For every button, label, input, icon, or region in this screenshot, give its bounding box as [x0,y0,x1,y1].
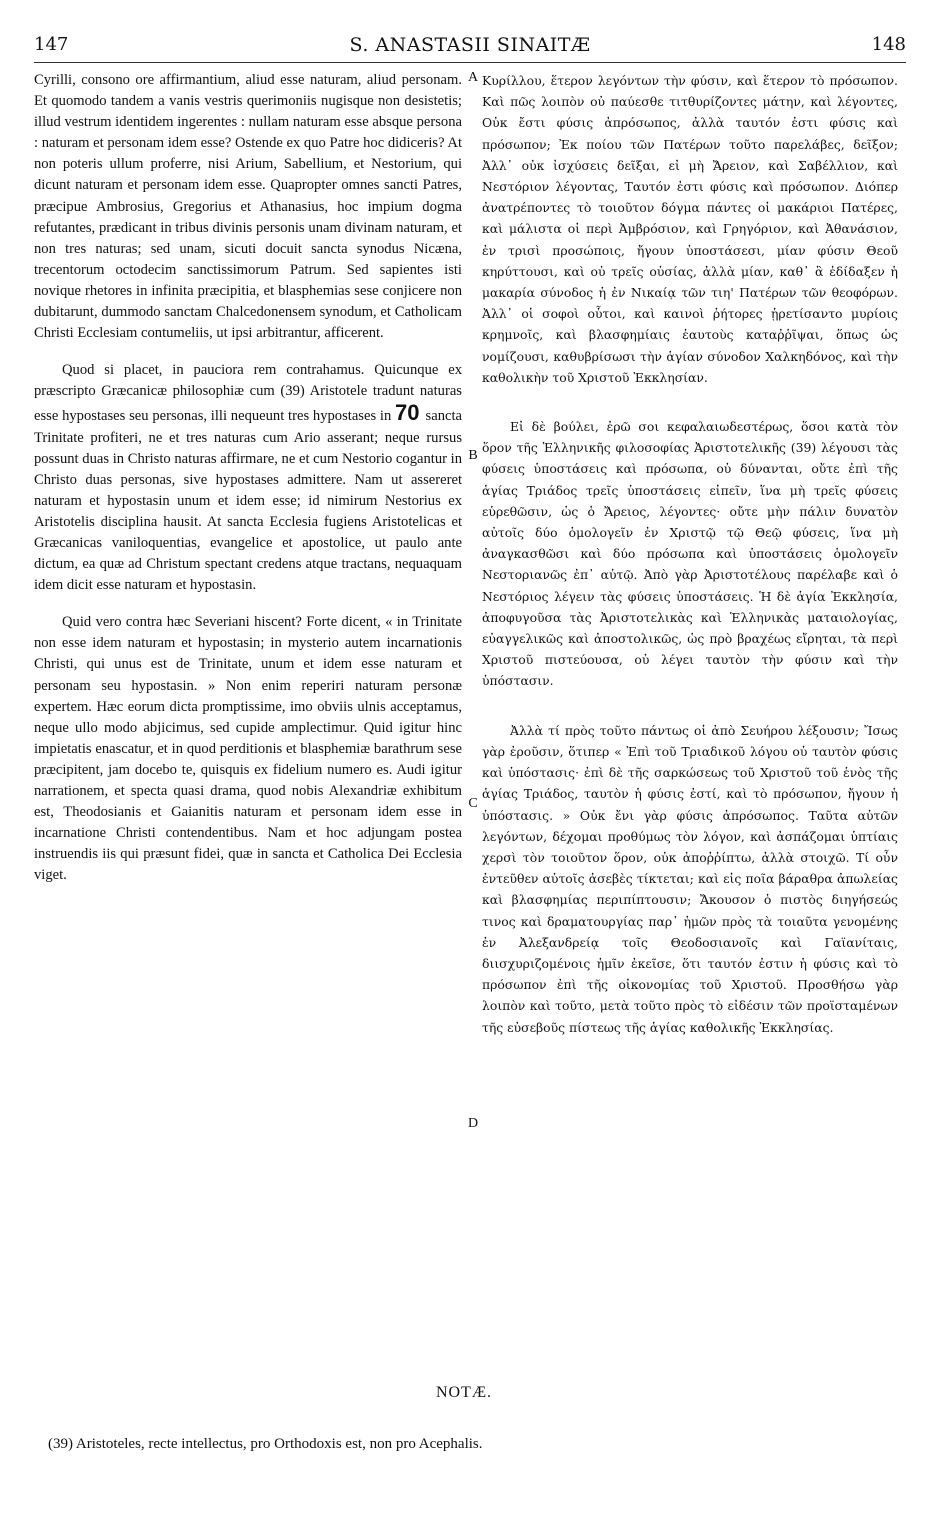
page-number-left: 147 [34,34,69,55]
greek-paragraph-1: Κυρίλλου, ἕτερον λεγόντων τὴν φύσιν, καὶ ἕτερον τὸ πρόσωπον. Καὶ πῶς λοιπὸν οὐ παύεσθε τιτθυρίζοντες μάτην, καὶ λέγοντες, Οὐκ ἔστι φύσις ἀπρόσωπος, ἀλλὰ ταυτόν ἐστι φύσις καὶ πρόσωπον; Ἐκ ποίου τῶν Πατέρων τοῦτο παρελάβες, δεῖξον; Ἀλλ᾽ οὐκ ἰσχύσεις δεῖξαι, εἰ μὴ Ἄρειον, καὶ Σαβέλλιον, καὶ Νεστόριον λέγοντας, Ταυτόν ἐστι φύσις καὶ πρόσωπον. Διόπερ ἀνατρέποντες τὸ τοιοῦτον δόγμα πάντες οἱ μακάριοι Πατέρες, καὶ μάλιστα οἱ περὶ Ἀμβρόσιον, καὶ Γρηγόριον, καὶ Ἀθανάσιον, ἐν τρισὶ προσώποις, ἤγουν ὑποστάσεσι, μίαν φύσιν Θεοῦ κηρύττουσι, καὶ οὐ τρεῖς οὐσίας, ἀλλὰ μίαν, καθ᾽ ἃ ἐδίδαξεν ἡ μακαρία σύνοδος ἡ ἐν Νικαίᾳ τῶν τιη' Πατέρων τῶν θεοφόρων. Ἀλλ᾽ οἱ σοφοὶ οὗτοι, καὶ καινοὶ ῥήτορες ᾑρετίσαντο μυρίοις κρημνοῖς, καὶ βλασφημίαις ἑαυτοὺς καταῤῥῖψαι, ὅπως ὡς νομίζουσι, καθυβρίσωσι τὴν ἁγίαν σύνοδον Χαλκηδόνος, καὶ τὴν καθολικὴν τοῦ Χριστοῦ Ἐκκλησίαν. [482,73,898,385]
column-number: 70 [395,400,420,426]
page-number-right: 148 [871,34,906,55]
section-marker-d: D [467,1116,479,1131]
greek-column [482,70,898,1038]
latin-paragraph-2a: Quod si placet, in pauciora rem contrahamus. Quicunque ex præscripto Græcanicæ philosophiæ cum (39) Aristotele tradunt naturas esse hypostases seu personas, illi nequeunt tres hypostases in [34,362,462,425]
latin-paragraph-3: Quid vero contra hæc Severiani hiscent? Forte dicent, « in Trinitate non esse idem naturam et hypostasin; in mysterio autem incarnationis Christi, qui unus est de Trinitate, unum et idem esse naturam et personam seu hypostasin. » Non enim reperiri naturam personæ expertem. Hæc eorum dicta promptissime, imo obviis ulnis acceptamus, neque ullo modo abjicimus, sed cupide amplectimur. Quid igitur hinc impietatis enascatur, et in quod perditionis et blasphemiæ barathrum sese præcipitent, jam docebo te, quisquis ex fidelium numero es. Audi igitur narrationem, et specta quasi drama, quod nobis Alexandriæ exhibitum est, Theodosianis et Gaianitis naturam et personam idem esse in incarnatione Christi contendentibus. Nam et hoc adjungam postea instruendis iis qui præsunt fidei, quæ in sancta et Catholica Dei Ecclesia viget. [34,614,462,884]
latin-column [34,70,462,886]
running-title: S. ANASTASII SINAITÆ [349,34,591,56]
page-header [34,34,906,60]
section-marker-c: C [468,796,478,811]
section-marker-a: A [467,70,479,85]
latin-paragraph-1: Cyrilli, consono ore affirmantium, aliud esse naturam, aliud personam. Et quomodo tandem a vanis vestris querimoniis nugisque non desistetis; illud vestrum identidem ingerentes : nullam naturam esse absque persona : naturam et personam idem esse? Ostende ex quo Patre hoc didiceris? At non poteris ullum proferre, nisi Arium, Sabellium, et Nestorium, qui dicunt naturam et personam idem esse. Quapropter omnes sancti Patres, præcipue Ambrosius, Gregorius et Athanasius, hoc impium dogma refutantes, prædicant in tribus divinis personis unam divinam naturam, et non tres naturas; sed unam, sicuti docuit sancta synodus Nicæna, trecentorum octodecim sanctissimorum Patrum. Sed sapientes isti novique rhetores in infinita præcipitia, et blasphemias sese conjicere non dubitarunt, dummodo sanctam Chalcedonensem synodum, et Catholicam Christi Ecclesiam contumeliis, ut ipsi arbitrantur, afficerent. [34,72,462,342]
greek-paragraph-2: Εἰ δὲ βούλει, ἐρῶ σοι κεφαλαιωδεστέρως, ὅσοι κατὰ τὸν ὅρον τῆς Ἑλληνικῆς φιλοσοφίας Ἀριστοτελικῆς (39) λέγουσι τὰς φύσεις ὑποστάσεις καὶ πρόσωπα, οὐ δύνανται, οὔτε ἐπὶ τῆς ἁγίας Τριάδος τρεῖς ὑποστάσεις εἰπεῖν, ἵνα μὴ τρεῖς φύσεις εὑρεθῶσιν, ὡς ὁ Ἄρειος, λέγοντες· οὔτε μὴν πάλιν δυνατὸν αὐτοῖς δύο ὁμολογεῖν ἐν Χριστῷ τῷ Θεῷ φύσεις, ἵνα μὴ ἀναγκασθῶσι καὶ δύο πρόσωπα καὶ ὑποστάσεις ὁμολογεῖν Νεστοριανῶς ἐπ᾽ αὐτῷ. Ἀπὸ γὰρ Ἀριστοτέλους παρέλαβε καὶ ὁ Νεστόριος λέγειν τὰς φύσεις ὑποστάσεις. Ἡ δὲ ἁγία Ἐκκλησία, ἀποφυγοῦσα τὰς Ἀριστοτελικὰς καὶ Ἑλληνικὰς ματαιολογίας, εὐαγγελικῶς καὶ ἀποστολικῶς, ὡς πρὸ βραχέως εἴρηται, τὰ περὶ Χριστοῦ πιστεύουσα, οὐ λέγει ταυτὸν τὴν φύσιν καὶ τὴν ὑπόστασιν. [482,419,898,689]
section-marker-b: B [468,448,478,463]
footnote-39: (39) Aristoteles, recte intellectus, pro Orthodoxis est, non pro Acephalis. [48,1436,483,1452]
latin-paragraph-2b: sancta Trinitate profiteri, ne et tres naturas cum Ario asserant; neque rursus possunt duas in Christo naturas affirmare, ne et cum Nestorio cogantur in Christo duas personas, sive hypostases admittere. Nam ut assereret naturam et hypostasin unum et idem esse; id nimirum Nestorius ex Aristotelis disciplina hausit. At sancta Ecclesia fugiens Aristotelicas et Græcanicas vaniloquentias, evangelice et apostolice, ut paulo ante dictum, ea quæ ad Christum spectant credens atque tractans, nequaquam idem dicit esse naturam et hypostasin. [34,408,462,594]
latin-paragraph-2 [34,360,462,596]
header-rule [34,62,906,63]
greek-paragraph-3: Ἀλλὰ τί πρὸς τοῦτο πάντως οἱ ἀπὸ Σευήρου λέξουσιν; Ἴσως γὰρ ἐροῦσιν, ὅτιπερ « Ἐπὶ τοῦ Τριαδικοῦ λόγου οὐ ταυτὸν φύσις καὶ ὑπόστασις· ἐπὶ δὲ τῆς σαρκώσεως τοῦ Χριστοῦ τοῦ ἑνὸς τῆς ἁγίας Τριάδος, ταυτὸν ἡ φύσις ἐστί, καὶ τὸ πρόσωπον, ἤγουν ἡ ὑπόστασις. » Οὐκ ἔνι γὰρ φύσις ἀπρόσωπος. Ταῦτα αὐτῶν λεγόντων, δέχομαι προθύμως τὸν λόγον, καὶ ἀσπάζομαι ὑπτίαις χερσὶ τὸν τοιοῦτον ὅρον, οὐκ ἀποῤῥίπτω, ἀλλὰ στοιχῶ. Τί οὖν ἐντεῦθεν αὐτοῖς ἀσεβὲς τίκτεται; καὶ εἰς ποῖα βάραθρα ἀπωλείας καὶ βλασφημίας περιπίπτουσιν; Ἄκουσον ὁ πιστὸς διηγήσεώς τινος καὶ δραματουργίας παρ᾽ ἡμῶν πρὸς τὰ τοιαῦτα γενομένης ἐν Ἀλεξανδρείᾳ τοῖς Θεοδοσιανοῖς καὶ Γαϊανίταις, διισχυριζομένοις ἡμῖν ἐκεῖσε, ὅτι ταυτόν ἐστιν ἡ φύσις καὶ τὸ πρόσωπον ἐπὶ τῆς οἰκονομίας τοῦ Χριστοῦ. Προσθήσω γὰρ λοιπὸν καὶ τοῦτο, μετὰ τοῦτο πρὸς τὸ εἰδέσιν τῶν προϊσταμένων τῆς εὐσεβοῦς πίστεως τῆς ἁγίας καθολικῆς Ἐκκλησίας. [482,722,898,1035]
notes-title: NOTÆ. [435,1384,493,1401]
